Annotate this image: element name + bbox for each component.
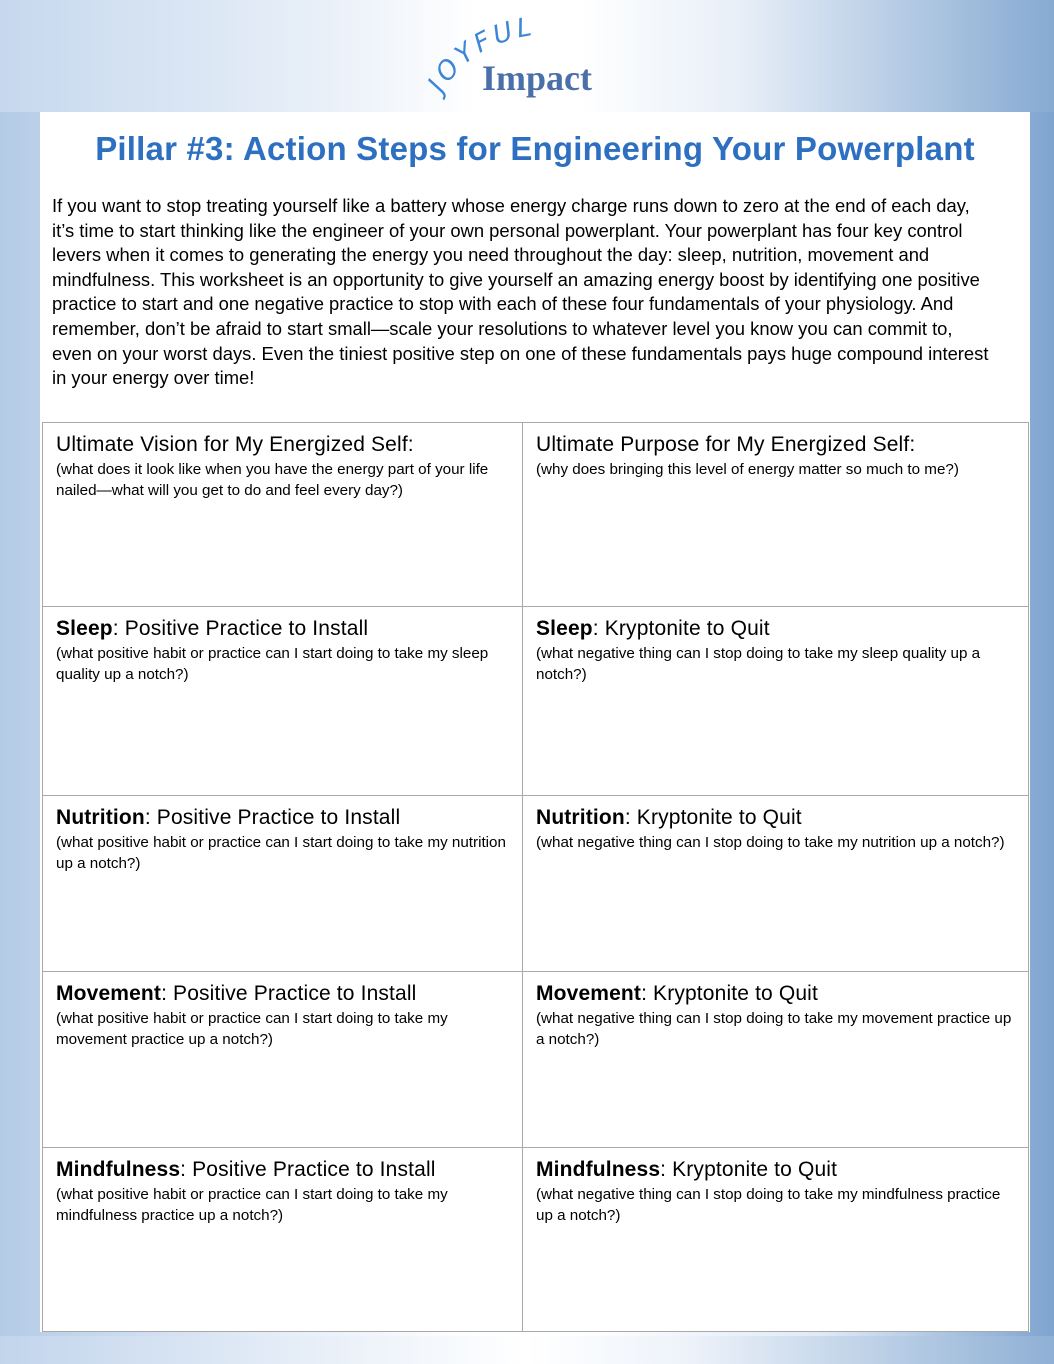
mindfulness-quit-cell[interactable]	[523, 1148, 1029, 1332]
table-row-movement	[43, 972, 1029, 1148]
cell-title: Movement: Kryptonite to Quit	[536, 982, 818, 1005]
cell-hint: (why does bringing this level of energy matter so much to me?)	[536, 461, 959, 478]
logo-word-joyful: JOYFUL	[422, 11, 538, 98]
cell-title: Nutrition: Positive Practice to Install	[56, 806, 401, 829]
cell-hint: (what negative thing can I stop doing to take my sleep quality up a notch?)	[536, 645, 981, 683]
cell-title: Nutrition: Kryptonite to Quit	[536, 806, 802, 829]
page-title: Pillar #3: Action Steps for Engineering Your Powerplant	[95, 130, 975, 167]
cell-title: Sleep: Positive Practice to Install	[56, 617, 369, 640]
cell-title: Ultimate Purpose for My Energized Self:	[536, 433, 916, 456]
worksheet-page	[40, 112, 1030, 1332]
footer-band	[0, 1336, 1054, 1364]
vision-cell[interactable]	[43, 423, 523, 607]
cell-hint: (what positive habit or practice can I start doing to take my nutrition up a notch?)	[56, 834, 506, 872]
table-row-nutrition	[43, 796, 1029, 972]
cell-hint: (what does it look like when you have the energy part of your life nailed—what will you get to do and feel every day?)	[56, 461, 489, 499]
sleep-install-cell[interactable]	[43, 607, 523, 796]
cell-title: Ultimate Vision for My Energized Self:	[56, 433, 414, 456]
purpose-cell[interactable]	[523, 423, 1029, 607]
intro-paragraph: If you want to stop treating yourself like a battery whose energy charge runs down to zero at the end of each day, it’s time to start thinking like the engineer of your own personal powerplant. Your powerplant has four key control levers when it comes to generating the energy you need throughout the day: sleep, nutrition, movement and mindfulness. This worksheet is an opportunity to give yourself an amazing energy boost by identifying one positive practice to start and one negative practice to stop with each of these four fundamentals of your physiology. And remember, don’t be afraid to start small—scale your resolutions to whatever level you know you can commit to, even on your worst days. Even the tiniest positive step on one of these fundamentals pays huge compound interest in your energy over time!	[52, 195, 989, 389]
worksheet-table	[42, 422, 1029, 1332]
logo-word-impact: Impact	[482, 58, 592, 98]
cell-title: Mindfulness: Positive Practice to Install	[56, 1158, 436, 1181]
joyful-impact-logo	[420, 6, 660, 106]
cell-hint: (what negative thing can I stop doing to take my mindfulness practice up a notch?)	[536, 1186, 1001, 1224]
sleep-quit-cell[interactable]	[523, 607, 1029, 796]
cell-title: Mindfulness: Kryptonite to Quit	[536, 1158, 838, 1181]
table-row-sleep	[43, 607, 1029, 796]
mindfulness-install-cell[interactable]	[43, 1148, 523, 1332]
cell-hint: (what positive habit or practice can I start doing to take my sleep quality up a notch?)	[56, 645, 489, 683]
table-row-mindfulness	[43, 1148, 1029, 1332]
cell-title: Movement: Positive Practice to Install	[56, 982, 417, 1005]
nutrition-quit-cell[interactable]	[523, 796, 1029, 972]
movement-install-cell[interactable]	[43, 972, 523, 1148]
cell-hint: (what positive habit or practice can I start doing to take my mindfulness practice up a notch?)	[56, 1186, 448, 1224]
cell-hint: (what positive habit or practice can I start doing to take my movement practice up a notch?)	[56, 1010, 448, 1048]
cell-title: Sleep: Kryptonite to Quit	[536, 617, 770, 640]
cell-hint: (what negative thing can I stop doing to take my nutrition up a notch?)	[536, 834, 1005, 851]
nutrition-install-cell[interactable]	[43, 796, 523, 972]
cell-hint: (what negative thing can I stop doing to take my movement practice up a notch?)	[536, 1010, 1012, 1048]
movement-quit-cell[interactable]	[523, 972, 1029, 1148]
table-row-vision	[43, 423, 1029, 607]
